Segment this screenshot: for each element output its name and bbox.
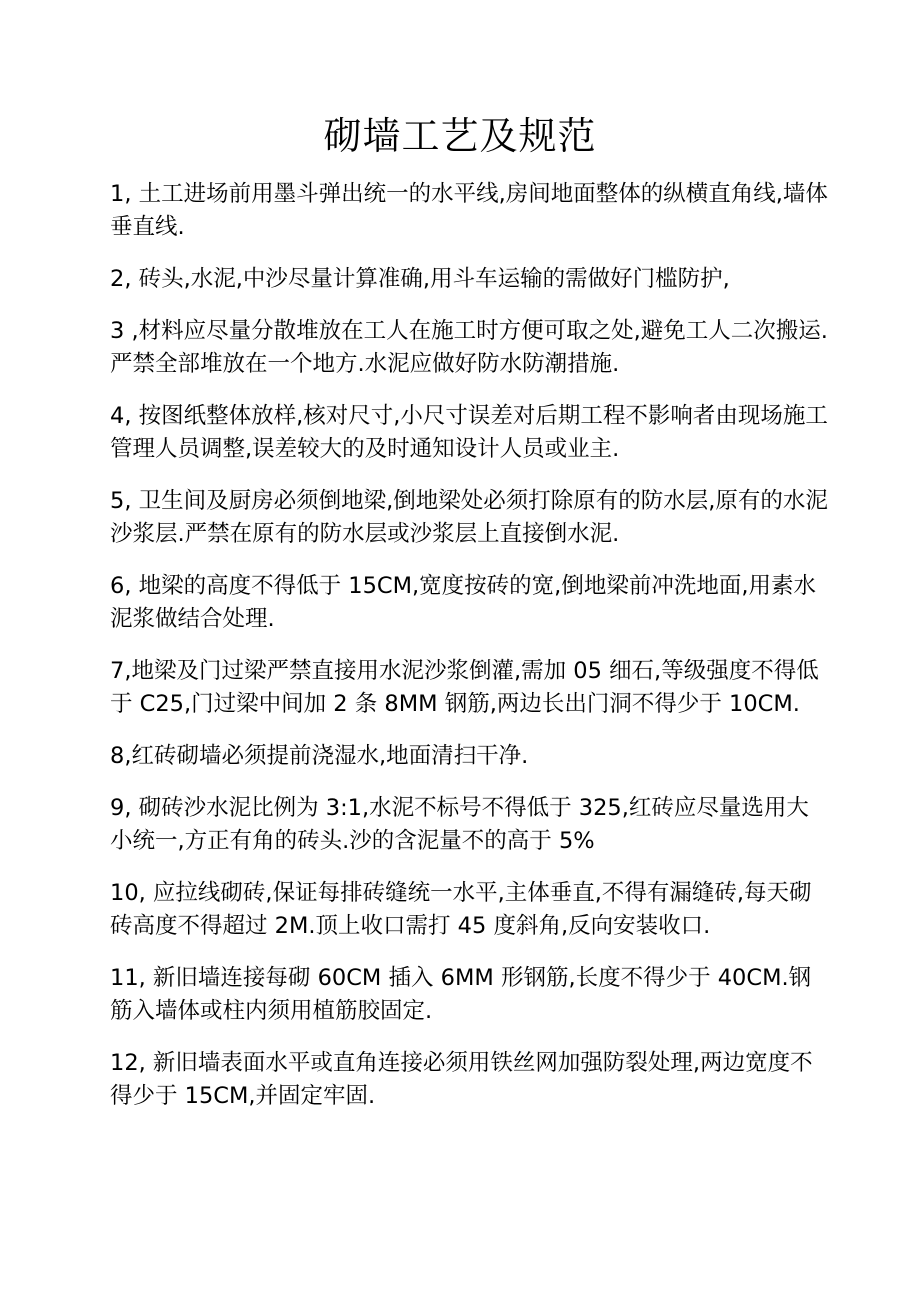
spec-item-3: 3 ,材料应尽量分散堆放在工人在施工时方便可取之处,避免工人二次搬运.严禁全部堆放在一个地方.水泥应做好防水防潮措施. — [110, 318, 828, 377]
specification-list — [110, 178, 830, 1132]
spec-item-11: 11, 新旧墙连接每砌 60CM 插入 6MM 形钢筋,长度不得少于 40CM.钢筋入墙体或柱内须用植筋胶固定. — [110, 965, 812, 1024]
spec-item-1: 1, 土工进场前用墨斗弹出统一的水平线,房间地面整体的纵横直角线,墙体垂直线. — [110, 181, 828, 240]
spec-item-7: 7,地梁及门过梁严禁直接用水泥沙浆倒灌,需加 05 细石,等级强度不得低于 C25,门过梁中间加 2 条 8MM 钢筋,两边长出门洞不得少于 10CM. — [110, 658, 819, 717]
document-title: 砌墙工艺及规范 — [323, 114, 597, 158]
spec-item-4: 4, 按图纸整体放样,核对尺寸,小尺寸误差对后期工程不影响者由现场施工管理人员调整,误差较大的及时通知设计人员或业主. — [110, 403, 828, 462]
spec-item-9: 9, 砌砖沙水泥比例为 3:1,水泥不标号不得低于 325,红砖应尽量选用大小统一,方正有角的砖头.沙的含泥量不的高于 5% — [110, 795, 809, 854]
spec-item-8: 8,红砖砌墙必须提前浇湿水,地面清扫干净. — [110, 743, 529, 769]
spec-item-2: 2, 砖头,水泥,中沙尽量计算准确,用斗车运输的需做好门槛防护, — [110, 266, 730, 292]
spec-item-12: 12, 新旧墙表面水平或直角连接必须用铁丝网加强防裂处理,两边宽度不得少于 15CM,并固定牢固. — [110, 1050, 813, 1109]
spec-item-10: 10, 应拉线砌砖,保证每排砖缝统一水平,主体垂直,不得有漏缝砖,每天砌砖高度不得超过 2M.顶上收口需打 45 度斜角,反向安装收口. — [110, 880, 812, 939]
spec-item-5: 5, 卫生间及厨房必须倒地梁,倒地梁处必须打除原有的防水层,原有的水泥沙浆层.严禁在原有的防水层或沙浆层上直接倒水泥. — [110, 488, 828, 547]
spec-item-6: 6, 地梁的高度不得低于 15CM,宽度按砖的宽,倒地梁前冲洗地面,用素水泥浆做结合处理. — [110, 573, 816, 632]
